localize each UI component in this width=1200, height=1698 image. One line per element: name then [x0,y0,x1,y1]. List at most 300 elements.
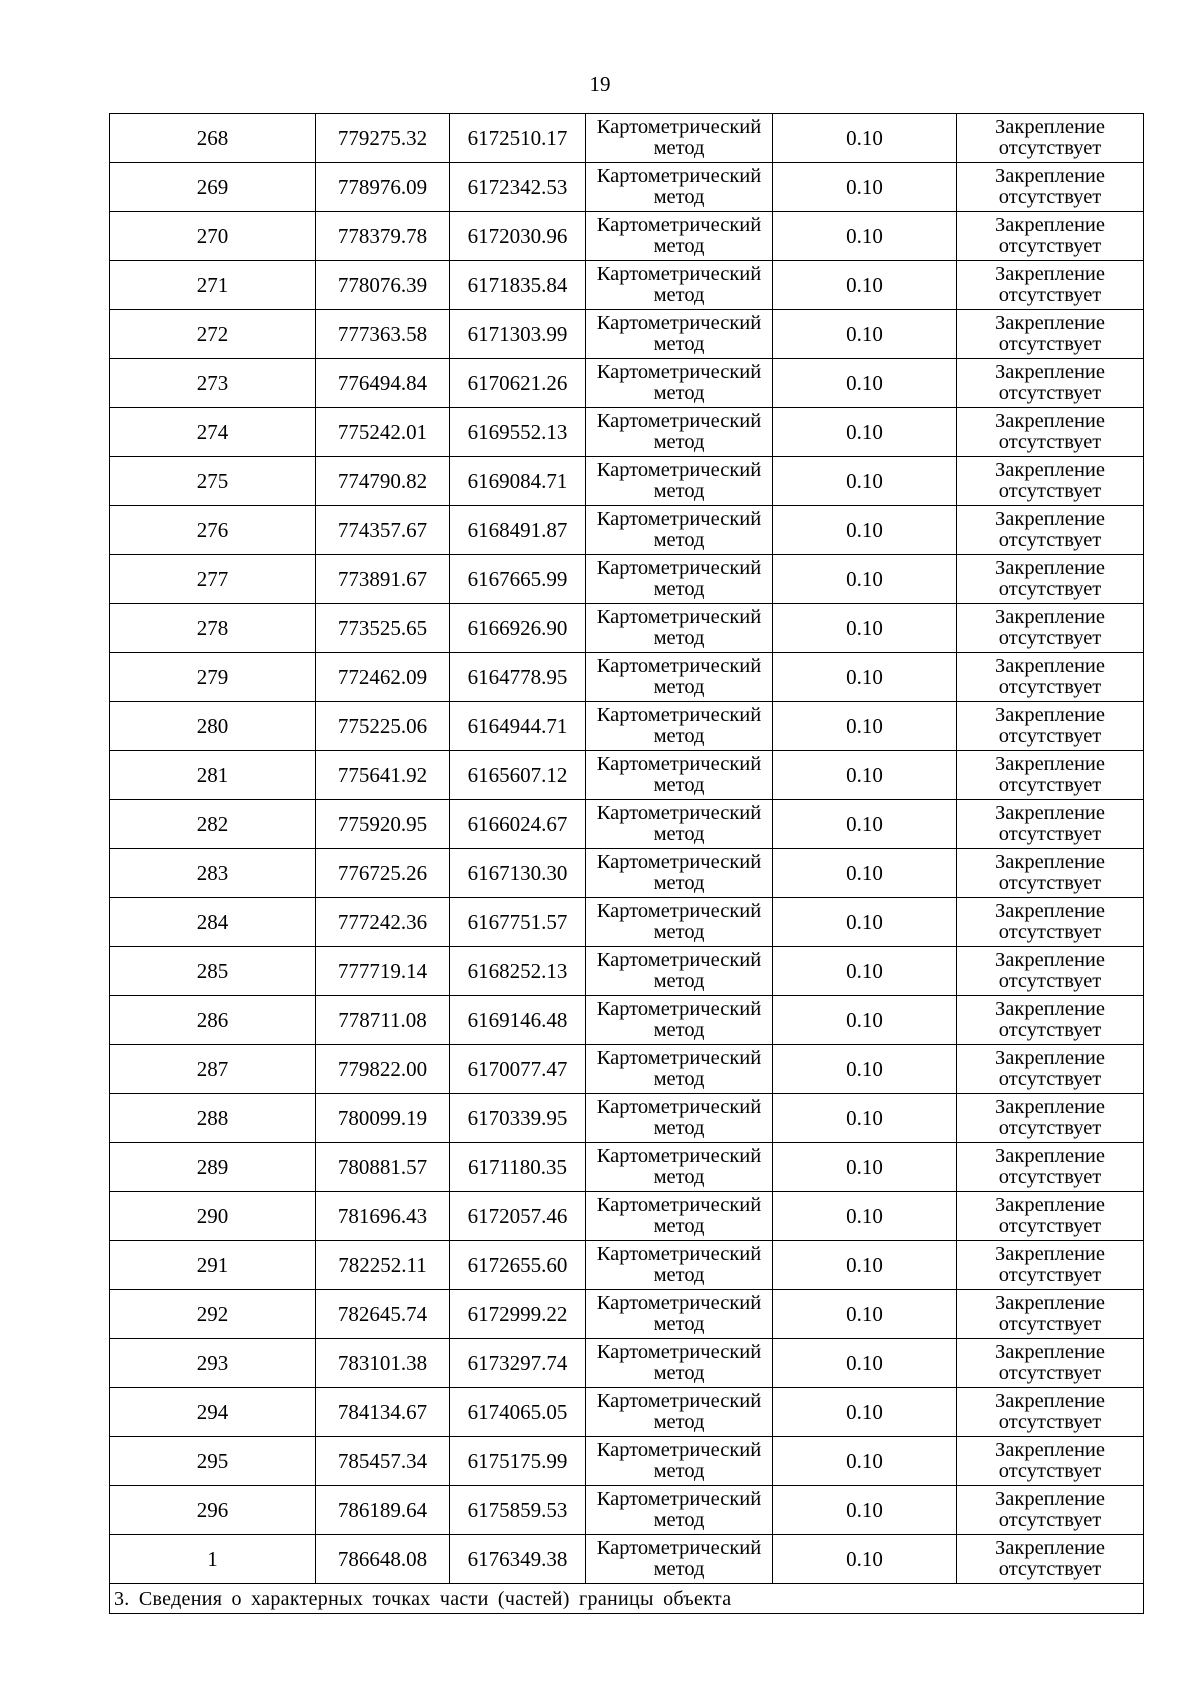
method-cell [586,212,773,261]
method-cell-line: метод [653,1411,705,1433]
accuracy-cell: 0.10 [773,261,957,310]
x-coordinate-cell: 779275.32 [316,114,450,163]
x-coordinate-cell: 777242.36 [316,898,450,947]
y-coordinate-cell: 6166024.67 [450,800,586,849]
method-cell-line: метод [653,529,705,551]
y-coordinate-cell: 6167751.57 [450,898,586,947]
y-coordinate-cell: 6173297.74 [450,1339,586,1388]
fixation-cell-line: Закрепление [994,1292,1106,1314]
y-coordinate-cell: 6171180.35 [450,1143,586,1192]
method-cell-line: метод [653,676,705,698]
method-cell-line: метод [653,480,705,502]
fixation-cell-line: отсутствует [998,1558,1102,1580]
fixation-cell [957,1143,1144,1192]
fixation-cell [957,1094,1144,1143]
fixation-cell-line: Закрепление [994,1439,1106,1461]
fixation-cell-line: отсутствует [998,872,1102,894]
coordinates-table [109,113,1144,1614]
method-cell-line: метод [653,1166,705,1188]
y-coordinate-cell: 6167130.30 [450,849,586,898]
fixation-cell-line: отсутствует [998,1019,1102,1041]
method-cell [586,1290,773,1339]
fixation-cell-line: отсутствует [998,1460,1102,1482]
fixation-cell-line: отсутствует [998,970,1102,992]
method-cell-line: Картометрический [596,116,762,138]
accuracy-cell: 0.10 [773,163,957,212]
fixation-cell-line: Закрепление [994,263,1106,285]
y-coordinate-cell: 6169084.71 [450,457,586,506]
fixation-cell-line: Закрепление [994,1194,1106,1216]
method-cell-line: метод [653,823,705,845]
section-heading-row [110,1584,1144,1614]
method-cell [586,898,773,947]
point-number-cell: 276 [110,506,316,555]
x-coordinate-cell: 777719.14 [316,947,450,996]
page-number: 19 [589,72,611,96]
table-row [110,1290,1144,1339]
point-number-cell: 295 [110,1437,316,1486]
method-cell-line: Картометрический [596,655,762,677]
table-row [110,751,1144,800]
point-number-cell: 296 [110,1486,316,1535]
method-cell [586,163,773,212]
method-cell-line: метод [653,725,705,747]
y-coordinate-cell: 6169552.13 [450,408,586,457]
accuracy-cell: 0.10 [773,604,957,653]
point-number-cell: 273 [110,359,316,408]
accuracy-cell: 0.10 [773,555,957,604]
point-number-cell: 281 [110,751,316,800]
y-coordinate-cell: 6172999.22 [450,1290,586,1339]
method-cell-line: метод [653,970,705,992]
x-coordinate-cell: 778076.39 [316,261,450,310]
method-cell-line: Картометрический [596,1537,762,1559]
fixation-cell-line: отсутствует [998,627,1102,649]
fixation-cell [957,163,1144,212]
fixation-cell [957,1192,1144,1241]
x-coordinate-cell: 778711.08 [316,996,450,1045]
method-cell-line: Картометрический [596,410,762,432]
fixation-cell-line: Закрепление [994,116,1106,138]
y-coordinate-cell: 6172057.46 [450,1192,586,1241]
x-coordinate-cell: 783101.38 [316,1339,450,1388]
method-cell [586,1045,773,1094]
fixation-cell-line: отсутствует [998,235,1102,257]
fixation-cell-line: отсутствует [998,137,1102,159]
fixation-cell [957,310,1144,359]
accuracy-cell: 0.10 [773,1094,957,1143]
y-coordinate-cell: 6175175.99 [450,1437,586,1486]
table-row [110,457,1144,506]
fixation-cell [957,1535,1144,1584]
point-number-cell: 268 [110,114,316,163]
fixation-cell-line: Закрепление [994,557,1106,579]
fixation-cell [957,1437,1144,1486]
x-coordinate-cell: 786189.64 [316,1486,450,1535]
method-cell-line: Картометрический [596,361,762,383]
fixation-cell-line: Закрепление [994,312,1106,334]
point-number-cell: 286 [110,996,316,1045]
method-cell-line: Картометрический [596,1390,762,1412]
method-cell-line: Картометрический [596,459,762,481]
method-cell-line: метод [653,872,705,894]
table-row [110,506,1144,555]
method-cell [586,506,773,555]
fixation-cell-line: Закрепление [994,1488,1106,1510]
method-cell [586,1192,773,1241]
table-row [110,359,1144,408]
fixation-cell [957,898,1144,947]
method-cell-line: метод [653,137,705,159]
fixation-cell-line: Закрепление [994,410,1106,432]
table-row [110,261,1144,310]
fixation-cell-line: Закрепление [994,802,1106,824]
method-cell [586,408,773,457]
method-cell [586,996,773,1045]
method-cell-line: Картометрический [596,1292,762,1314]
point-number-cell: 283 [110,849,316,898]
table-row [110,849,1144,898]
table-row [110,1045,1144,1094]
method-cell [586,849,773,898]
fixation-cell [957,261,1144,310]
fixation-cell [957,114,1144,163]
method-cell-line: Картометрический [596,949,762,971]
x-coordinate-cell: 775920.95 [316,800,450,849]
method-cell [586,1388,773,1437]
method-cell [586,947,773,996]
method-cell-line: метод [653,284,705,306]
accuracy-cell: 0.10 [773,114,957,163]
method-cell-line: Картометрический [596,165,762,187]
method-cell-line: метод [653,1215,705,1237]
fixation-cell-line: отсутствует [998,1509,1102,1531]
fixation-cell-line: Закрепление [994,998,1106,1020]
fixation-cell-line: отсутствует [998,186,1102,208]
accuracy-cell: 0.10 [773,800,957,849]
method-cell [586,800,773,849]
point-number-cell: 282 [110,800,316,849]
method-cell-line: Картометрический [596,606,762,628]
point-number-cell: 278 [110,604,316,653]
fixation-cell-line: отсутствует [998,529,1102,551]
y-coordinate-cell: 6165607.12 [450,751,586,800]
x-coordinate-cell: 774790.82 [316,457,450,506]
method-cell [586,1486,773,1535]
table-row [110,898,1144,947]
method-cell-line: метод [653,431,705,453]
method-cell-line: Картометрический [596,312,762,334]
point-number-cell: 288 [110,1094,316,1143]
x-coordinate-cell: 775641.92 [316,751,450,800]
fixation-cell-line: отсутствует [998,1411,1102,1433]
fixation-cell [957,1045,1144,1094]
y-coordinate-cell: 6172510.17 [450,114,586,163]
fixation-cell-line: отсутствует [998,480,1102,502]
method-cell-line: метод [653,382,705,404]
point-number-cell: 269 [110,163,316,212]
x-coordinate-cell: 772462.09 [316,653,450,702]
y-coordinate-cell: 6175859.53 [450,1486,586,1535]
fixation-cell [957,751,1144,800]
accuracy-cell: 0.10 [773,212,957,261]
table-row [110,702,1144,751]
fixation-cell-line: отсутствует [998,725,1102,747]
table-row [110,653,1144,702]
table-row [110,604,1144,653]
y-coordinate-cell: 6170077.47 [450,1045,586,1094]
y-coordinate-cell: 6172655.60 [450,1241,586,1290]
x-coordinate-cell: 781696.43 [316,1192,450,1241]
point-number-cell: 294 [110,1388,316,1437]
fixation-cell-line: отсутствует [998,1068,1102,1090]
fixation-cell-line: отсутствует [998,774,1102,796]
point-number-cell: 274 [110,408,316,457]
method-cell [586,604,773,653]
method-cell-line: Картометрический [596,508,762,530]
fixation-cell [957,1290,1144,1339]
method-cell-line: Картометрический [596,1488,762,1510]
fixation-cell [957,1241,1144,1290]
fixation-cell [957,604,1144,653]
point-number-cell: 280 [110,702,316,751]
accuracy-cell: 0.10 [773,1339,957,1388]
method-cell [586,359,773,408]
table-row [110,212,1144,261]
fixation-cell-line: Закрепление [994,1243,1106,1265]
accuracy-cell: 0.10 [773,310,957,359]
method-cell-line: метод [653,578,705,600]
fixation-cell [957,457,1144,506]
method-cell-line: Картометрический [596,1194,762,1216]
x-coordinate-cell: 782252.11 [316,1241,450,1290]
section-heading: 3. Сведения о характерных точках части (частей) границы объекта [110,1584,1144,1614]
point-number-cell: 287 [110,1045,316,1094]
fixation-cell-line: Закрепление [994,851,1106,873]
fixation-cell [957,702,1144,751]
point-number-cell: 289 [110,1143,316,1192]
method-cell-line: Картометрический [596,704,762,726]
fixation-cell-line: отсутствует [998,382,1102,404]
fixation-cell [957,1486,1144,1535]
method-cell-line: метод [653,1019,705,1041]
accuracy-cell: 0.10 [773,1045,957,1094]
point-number-cell: 1 [110,1535,316,1584]
fixation-cell [957,408,1144,457]
point-number-cell: 293 [110,1339,316,1388]
method-cell-line: Картометрический [596,802,762,824]
accuracy-cell: 0.10 [773,1535,957,1584]
table-row [110,310,1144,359]
fixation-cell-line: Закрепление [994,459,1106,481]
fixation-cell-line: Закрепление [994,1390,1106,1412]
table-row [110,1094,1144,1143]
point-number-cell: 272 [110,310,316,359]
method-cell [586,751,773,800]
method-cell-line: метод [653,1509,705,1531]
fixation-cell-line: отсутствует [998,1215,1102,1237]
method-cell-line: метод [653,186,705,208]
fixation-cell [957,996,1144,1045]
method-cell-line: Картометрический [596,1047,762,1069]
fixation-cell [957,947,1144,996]
fixation-cell-line: отсутствует [998,676,1102,698]
method-cell-line: Картометрический [596,998,762,1020]
table-row [110,114,1144,163]
method-cell-line: Картометрический [596,557,762,579]
y-coordinate-cell: 6171303.99 [450,310,586,359]
x-coordinate-cell: 774357.67 [316,506,450,555]
point-number-cell: 291 [110,1241,316,1290]
method-cell [586,1535,773,1584]
x-coordinate-cell: 785457.34 [316,1437,450,1486]
accuracy-cell: 0.10 [773,1486,957,1535]
x-coordinate-cell: 775225.06 [316,702,450,751]
fixation-cell [957,555,1144,604]
x-coordinate-cell: 784134.67 [316,1388,450,1437]
table-row [110,408,1144,457]
table-row [110,1535,1144,1584]
accuracy-cell: 0.10 [773,1241,957,1290]
method-cell-line: Картометрический [596,900,762,922]
point-number-cell: 284 [110,898,316,947]
table-row [110,1143,1144,1192]
method-cell-line: метод [653,1068,705,1090]
y-coordinate-cell: 6169146.48 [450,996,586,1045]
point-number-cell: 271 [110,261,316,310]
accuracy-cell: 0.10 [773,1192,957,1241]
method-cell-line: метод [653,1362,705,1384]
method-cell-line: Картометрический [596,1439,762,1461]
point-number-cell: 275 [110,457,316,506]
fixation-cell-line: Закрепление [994,900,1106,922]
y-coordinate-cell: 6167665.99 [450,555,586,604]
table-row [110,1241,1144,1290]
y-coordinate-cell: 6166926.90 [450,604,586,653]
fixation-cell-line: Закрепление [994,1145,1106,1167]
table-row [110,947,1144,996]
fixation-cell [957,800,1144,849]
fixation-cell [957,1339,1144,1388]
fixation-cell-line: Закрепление [994,1537,1106,1559]
method-cell-line: Картометрический [596,851,762,873]
fixation-cell-line: отсутствует [998,823,1102,845]
x-coordinate-cell: 780099.19 [316,1094,450,1143]
point-number-cell: 290 [110,1192,316,1241]
table-row [110,1192,1144,1241]
fixation-cell-line: отсутствует [998,1264,1102,1286]
fixation-cell [957,653,1144,702]
method-cell-line: Картометрический [596,1145,762,1167]
fixation-cell-line: Закрепление [994,753,1106,775]
fixation-cell-line: отсутствует [998,1362,1102,1384]
fixation-cell-line: Закрепление [994,214,1106,236]
x-coordinate-cell: 786648.08 [316,1535,450,1584]
table-row [110,555,1144,604]
table-row [110,163,1144,212]
fixation-cell [957,1388,1144,1437]
fixation-cell-line: Закрепление [994,1047,1106,1069]
method-cell-line: метод [653,1313,705,1335]
fixation-cell-line: Закрепление [994,508,1106,530]
point-number-cell: 292 [110,1290,316,1339]
method-cell [586,1241,773,1290]
fixation-cell-line: Закрепление [994,165,1106,187]
x-coordinate-cell: 776494.84 [316,359,450,408]
y-coordinate-cell: 6170339.95 [450,1094,586,1143]
accuracy-cell: 0.10 [773,1388,957,1437]
method-cell [586,702,773,751]
fixation-cell [957,849,1144,898]
accuracy-cell: 0.10 [773,1437,957,1486]
method-cell [586,261,773,310]
accuracy-cell: 0.10 [773,506,957,555]
method-cell-line: метод [653,921,705,943]
point-number-cell: 279 [110,653,316,702]
method-cell-line: Картометрический [596,263,762,285]
fixation-cell-line: отсутствует [998,333,1102,355]
y-coordinate-cell: 6176349.38 [450,1535,586,1584]
y-coordinate-cell: 6172030.96 [450,212,586,261]
fixation-cell-line: отсутствует [998,284,1102,306]
fixation-cell-line: отсутствует [998,921,1102,943]
x-coordinate-cell: 779822.00 [316,1045,450,1094]
x-coordinate-cell: 773525.65 [316,604,450,653]
method-cell-line: метод [653,1117,705,1139]
method-cell [586,653,773,702]
accuracy-cell: 0.10 [773,751,957,800]
fixation-cell-line: Закрепление [994,949,1106,971]
method-cell [586,1437,773,1486]
method-cell-line: Картометрический [596,1341,762,1363]
point-number-cell: 270 [110,212,316,261]
accuracy-cell: 0.10 [773,653,957,702]
x-coordinate-cell: 773891.67 [316,555,450,604]
method-cell-line: Картометрический [596,1096,762,1118]
fixation-cell-line: Закрепление [994,655,1106,677]
fixation-cell-line: отсутствует [998,1313,1102,1335]
y-coordinate-cell: 6168252.13 [450,947,586,996]
table-body [110,114,1144,1584]
y-coordinate-cell: 6168491.87 [450,506,586,555]
accuracy-cell: 0.10 [773,359,957,408]
x-coordinate-cell: 780881.57 [316,1143,450,1192]
x-coordinate-cell: 778976.09 [316,163,450,212]
method-cell-line: метод [653,1558,705,1580]
method-cell [586,114,773,163]
fixation-cell-line: Закрепление [994,1096,1106,1118]
accuracy-cell: 0.10 [773,996,957,1045]
fixation-cell-line: отсутствует [998,1117,1102,1139]
method-cell [586,555,773,604]
fixation-cell-line: отсутствует [998,1166,1102,1188]
fixation-cell-line: отсутствует [998,431,1102,453]
fixation-cell-line: отсутствует [998,578,1102,600]
y-coordinate-cell: 6172342.53 [450,163,586,212]
fixation-cell-line: Закрепление [994,704,1106,726]
method-cell [586,1143,773,1192]
point-number-cell: 285 [110,947,316,996]
x-coordinate-cell: 776725.26 [316,849,450,898]
accuracy-cell: 0.10 [773,1290,957,1339]
method-cell [586,457,773,506]
table-row [110,1388,1144,1437]
table-row [110,1339,1144,1388]
method-cell-line: метод [653,333,705,355]
method-cell [586,1094,773,1143]
y-coordinate-cell: 6171835.84 [450,261,586,310]
x-coordinate-cell: 782645.74 [316,1290,450,1339]
